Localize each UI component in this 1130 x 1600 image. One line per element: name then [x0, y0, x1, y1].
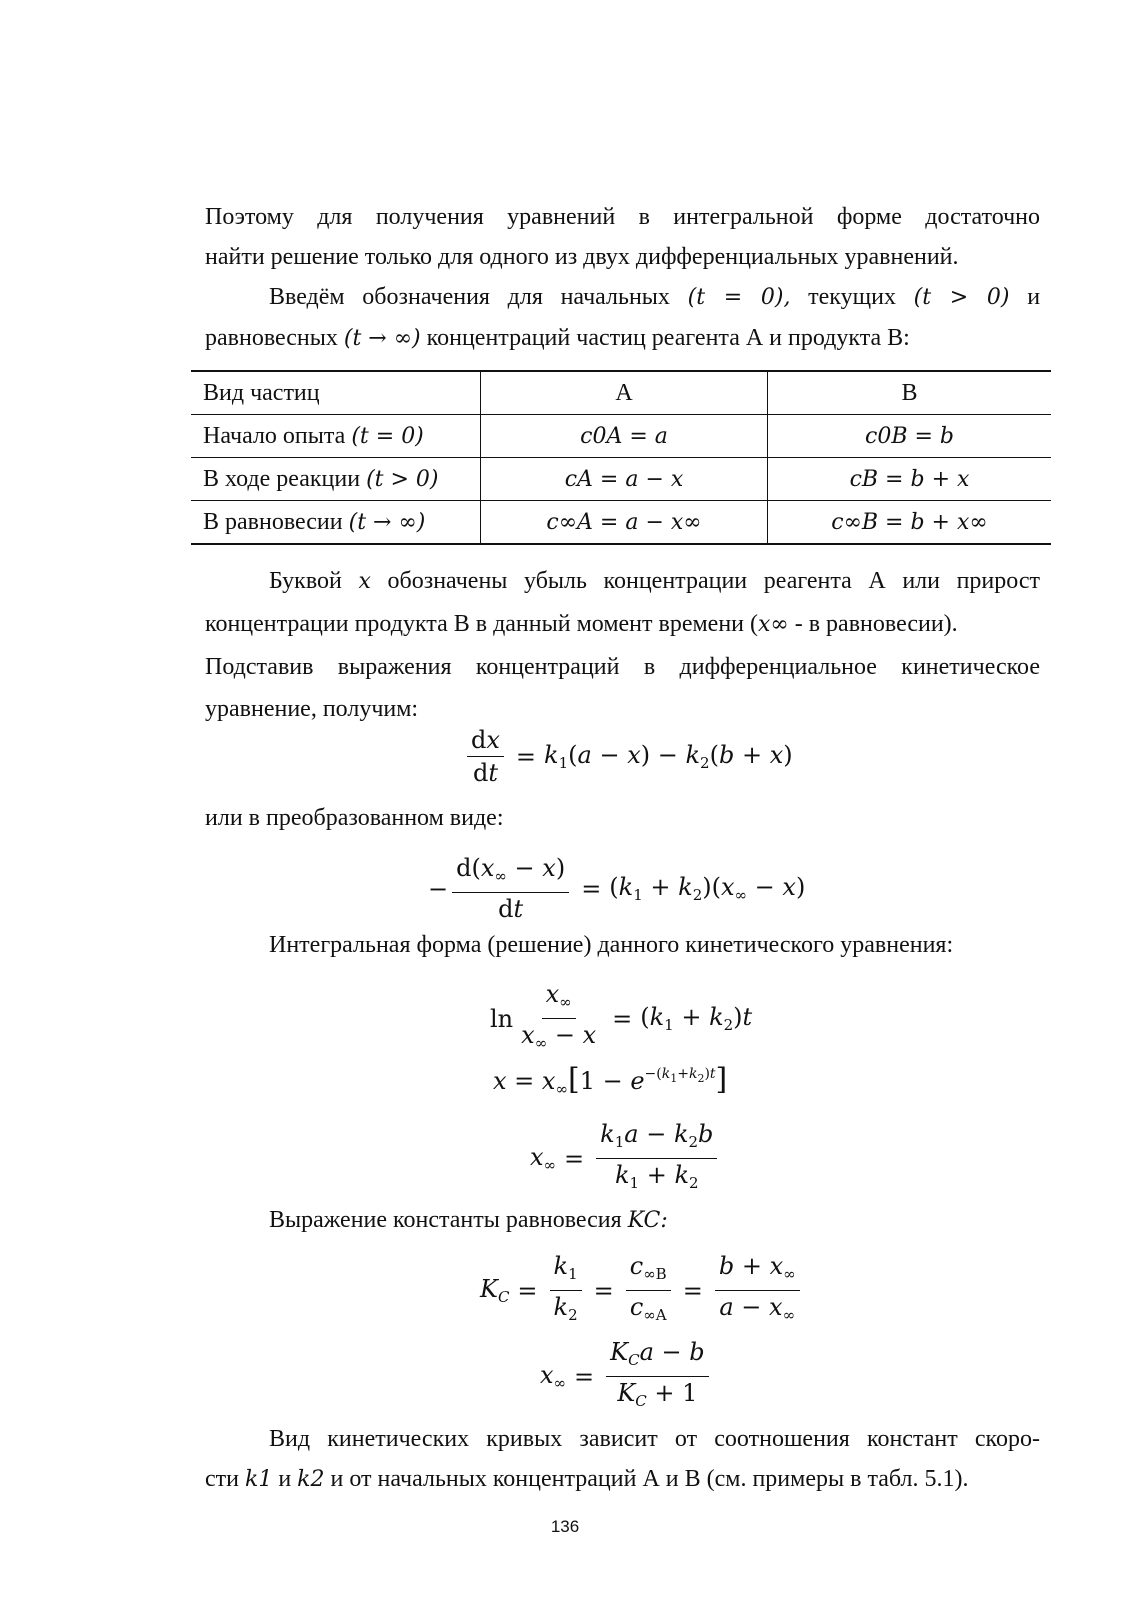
table-header-cell: A [481, 371, 768, 415]
intro-paragraph [205, 197, 1040, 359]
equation-differential: $\frac{dx}{dt}$ = $k_1(a - x) - k_2(b + x)$ [463, 724, 793, 789]
table-cell-label: В ходе реакции (t > 0) [191, 458, 481, 501]
table-cell-label: Начало опыта (t = 0) [191, 415, 481, 458]
intro-line-3: Введём обозначения для начальных (t = 0), текущих (t > 0) и [269, 284, 1041, 310]
table-row [191, 458, 1051, 501]
table-header-cell: Вид частиц [191, 371, 481, 415]
table-cell-b: c∞B = b + x∞ [768, 501, 1052, 545]
table-row [191, 501, 1051, 545]
equation-x-of-t: $x = x_\infty[1 - e^{-(k_1+k_2)t}]$ [493, 1062, 728, 1098]
concentration-table [191, 370, 1051, 545]
intro-line-4: равновесных (t → ∞) концентраций частиц реагента А и продукта В: [205, 325, 910, 351]
equation-transformed: − $\frac{d(x_\infty - x)}{dt}$ = $(k_1 + k_2)(x_\infty - x)$ [428, 854, 806, 923]
table-cell-label: В равновесии (t → ∞) [191, 501, 481, 545]
final-paragraph [205, 1419, 1040, 1500]
explanation-line-2: концентрации продукта В в данный момент времени (x∞ - в равновесии). [205, 611, 958, 637]
table-row [191, 415, 1051, 458]
kc-caption: Выражение константы равновесия KC: [269, 1207, 668, 1233]
cond-equilibrium: (t → ∞) [343, 326, 421, 351]
cond-current: (t > 0) [913, 285, 1010, 310]
explanation-line-1: Буквой x обозначены убыль концентрации реагента А или прирост [269, 568, 1041, 594]
final-line-2: сти k1 и k2 и от начальных концентраций А и В (см. примеры в табл. 5.1). [205, 1466, 969, 1492]
explanation-line-4: уравнение, получим: [205, 696, 419, 722]
page-number: 136 [550, 1517, 580, 1536]
table-header-cell: B [768, 371, 1052, 415]
table-cell-a: c0A = a [481, 415, 768, 458]
final-line-1: Вид кинетических кривых зависит от соотношения констант скоро- [269, 1426, 1040, 1452]
cond-initial: (t = 0), [687, 285, 791, 310]
equation-kc: $K_C$ = $\frac{k_1}{k_2}$ = $\frac{c_{\infty B}}{c_{\infty A}}$ = $\frac{b + x_\infty}{a - x_\infty}$ [480, 1250, 804, 1331]
table-header-row [191, 371, 1051, 415]
intro-line-2: найти решение только для одного из двух дифференциальных уравнений. [205, 244, 959, 270]
equation-x-infinity-kc: $x_\infty$ = $\frac{K_Ca - b}{K_C + 1}$ [540, 1336, 713, 1417]
integral-caption: Интегральная форма (решение) данного кинетического уравнения: [269, 932, 954, 958]
intro-line-1: Поэтому для получения уравнений в интегральной форме достаточно [205, 204, 1040, 230]
table-cell-b: cB = b + x [768, 458, 1052, 501]
explanation-paragraph [205, 560, 1040, 730]
equation-integral-ln: ln $\frac{x_\infty}{x_\infty - x}$ = $(k_1 + k_2)t$ [490, 980, 753, 1052]
transformed-caption: или в преобразованном виде: [205, 805, 504, 831]
equation-x-infinity: $x_\infty$ = $\frac{k_1a - k_2b}{k_1 + k_2}$ [530, 1118, 721, 1199]
explanation-line-3: Подставив выражения концентраций в дифференциальное кинетическое [205, 654, 1040, 680]
table-cell-a: cA = a − x [481, 458, 768, 501]
table-cell-a: c∞A = a − x∞ [481, 501, 768, 545]
table-cell-b: c0B = b [768, 415, 1052, 458]
